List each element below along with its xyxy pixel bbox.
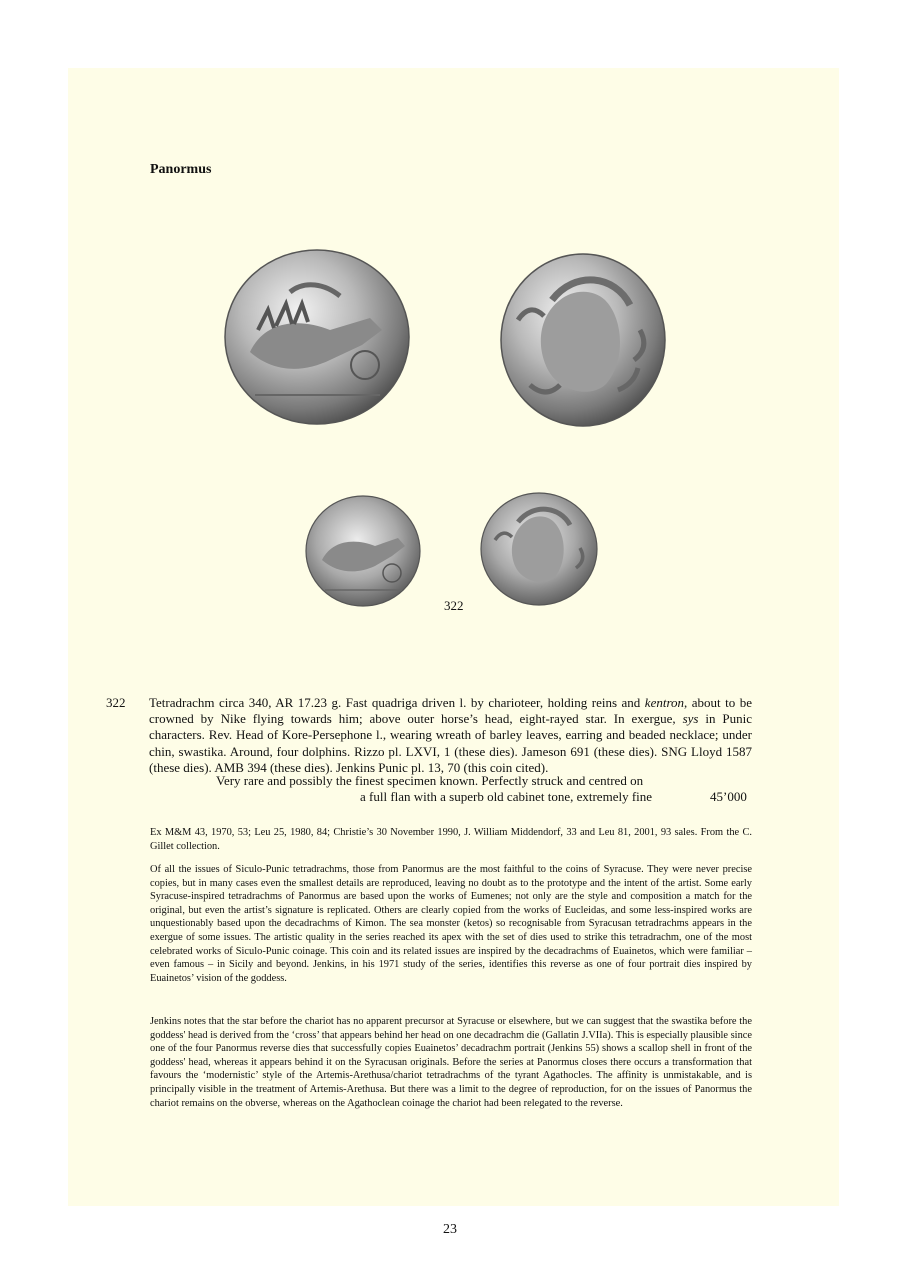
lot-number: 322 <box>106 695 126 710</box>
condition-line-2: a full flan with a superb old cabinet tone, extremely fine <box>360 789 653 804</box>
lot-desc-italic: sys <box>682 711 699 727</box>
lot-desc-italic: kentron <box>644 695 685 710</box>
obverse-coin-large <box>225 250 409 424</box>
obverse-coin-small <box>306 496 420 606</box>
commentary-paragraph-2: Jenkins notes that the star before the chariot has no apparent precursor at Syracuse or elsewhere, but we can suggest that the swastika before the goddess' head is derived from the ‘cross’ that appears behind her head on one decadrachm die (Gallatin J.VIIa). This is especially plausible since one of the four Panormus reverse dies that successfully copies Euainetos’ decadrachm portrait (Jenkins 55) shows a scallop shell in front of the goddess' head, whereas it appears behind it on the Syracusan originals. Before the series at Panormus closes there occurs a transformation that favours the ‘modernistic’ style of the Artemis-Arethusa/chariot tetradrachms of the tyrant Agathocles. The affinity is unmistakable, and is principally visible in the treatment of Artemis-Arethusa. But there was a limit to the degree of reproduction, for on the issues of Panormus the chariot remains on the obverse, whereas on the Agathoclean coinage the chariot had been relegated to the reverse. <box>150 1016 752 1109</box>
lot-desc-part: in Punic characters. Rev. Head of Kore-Persephone l., wearing wreath of barley leaves, earring and beaded necklace; under chin, swastika. Around, four dolphins. Rizzo pl. LXVI, 1 (these dies). Jameson 691 (these dies). SNG Lloyd 1587 (these dies). AMB 394 (these dies). Jenkins Punic pl. 13, 70 (this coin cited). <box>149 711 752 775</box>
page-number: 23 <box>443 1222 457 1237</box>
lot-description <box>149 695 752 776</box>
lot-entry <box>106 695 752 776</box>
lot-desc-part: , about to be crowned by Nike flying towards him; above outer horse’s head, eight-rayed star. In exergue, <box>149 695 752 727</box>
reverse-coin-large <box>501 254 665 426</box>
lot-desc-part: Tetradrachm circa 340, AR 17.23 g. Fast quadriga driven l. by charioteer, holding reins and <box>149 695 645 710</box>
plate-lot-number: 322 <box>444 598 464 613</box>
section-heading: Panormus <box>150 162 212 177</box>
commentary-paragraph-1: Of all the issues of Siculo-Punic tetradrachms, those from Panormus are the most faithful to the coins of Syracuse. They were never precise copies, but in many cases even the smallest details are reproduced, leaving no doubt as to the prototype and the intent of the artist. Some early Syracuse-inspired tetradrachms of Panormus are based upon the works of Eumenes; not only are the style and composition a match for the original, but even the artist’s signature is replicated. Others are clearly copied from the works of Eucleidas, and some less-inspired works are unquestionably based upon the decadrachms of Kimon. The sea monster (ketos) so recognisable from Syracusan tetradrachms appears in the exergue of some issues. The artistic quality in the series reached its apex with the set of dies used to strike this tetradrachm, one of the most celebrated works of Siculo-Punic coinage. This coin and its related issues are inspired by the decadrachms of Euainetos, which were familiar – even famous – in Sicily and beyond. Jenkins, in his 1971 study of the series, identifies this reverse as one of four portrait dies inspired by Euainetos’ vision of the goddess. <box>150 864 752 984</box>
provenance-text: Ex M&M 43, 1970, 53; Leu 25, 1980, 84; Christie’s 30 November 1990, J. William Middendorf, 33 and Leu 81, 2001, 93 sales. From the C. Gillet collection. <box>150 827 752 852</box>
condition-line-1: Very rare and possibly the finest specimen known. Perfectly struck and centred on <box>216 773 644 788</box>
lot-price: 45’000 <box>710 789 747 804</box>
reverse-coin-small <box>481 493 597 605</box>
